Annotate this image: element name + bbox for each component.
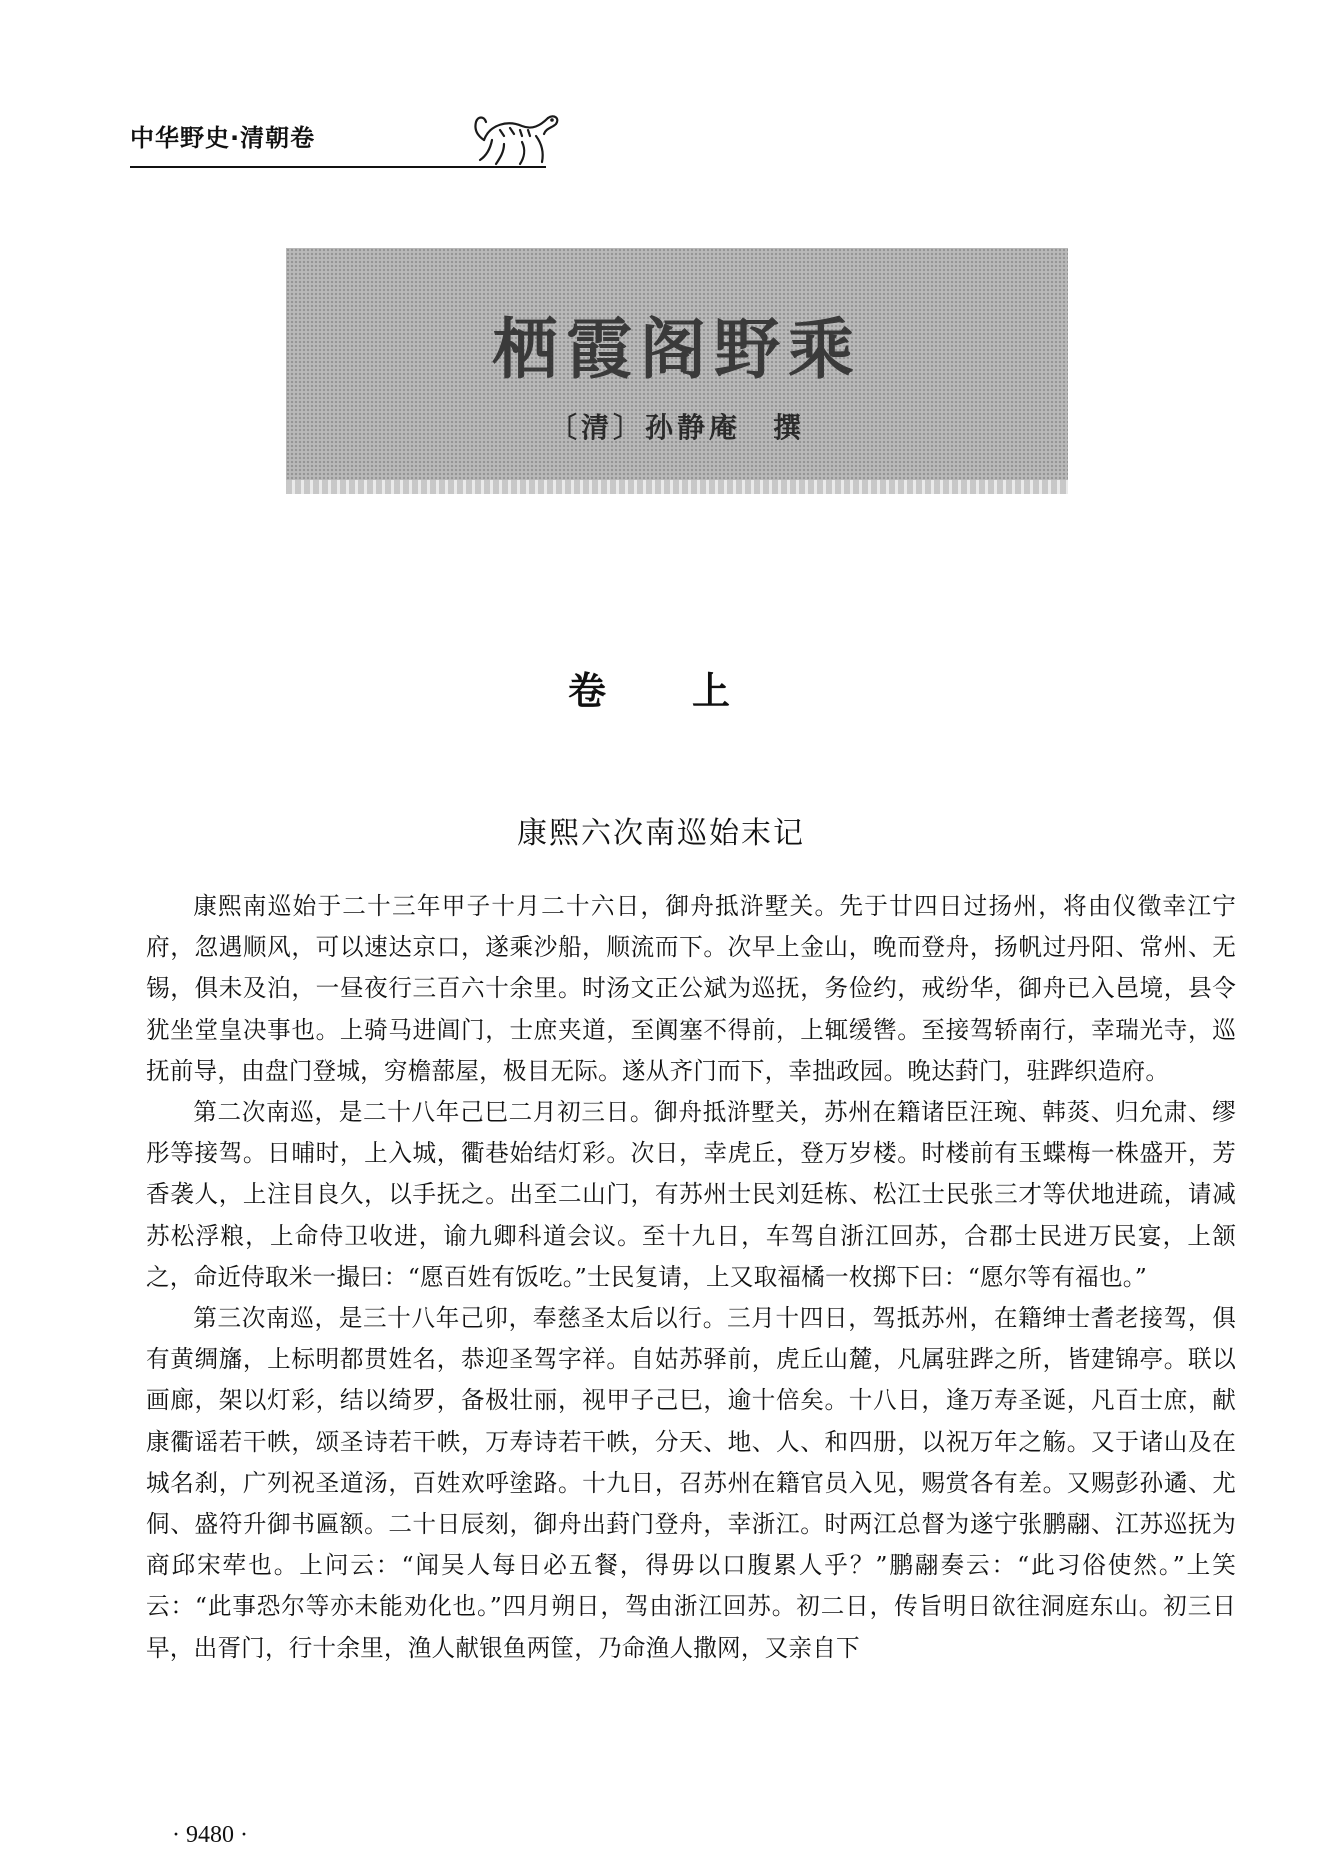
body-text (146, 886, 1236, 1669)
paragraph: 第三次南巡，是三十八年己卯，奉慈圣太后以行。三月十四日，驾抵苏州，在籍绅士耆老接驾，俱有黄绸旛，上标明都贯姓名，恭迎圣驾字祥。自姑苏驿前，虎丘山麓，凡属驻跸之所，皆建锦亭。联以画廊，架以灯彩，结以绮罗，备极壮丽，视甲子己巳，逾十倍矣。十八日，逢万寿圣诞，凡百士庶，献康衢谣若干帙，颂圣诗若干帙，万寿诗若干帙，分天、地、人、和四册，以祝万年之觞。又于诸山及在城名刹，广列祝圣道汤，百姓欢呼塗路。十九日，召苏州在籍官员入见，赐赏各有差。又赐彭孙遹、尤侗、盛符升御书匾额。二十日辰刻，御舟出葑门登舟，幸浙江。时两江总督为遂宁张鹏翮、江苏巡抚为商邱宋荦也。上问云：“闻吴人每日必五餐，得毋以口腹累人乎？”鹏翮奏云：“此习俗使然。”上笑云：“此事恐尔等亦未能劝化也。”四月朔日，驾由浙江回苏。初二日，传旨明日欲往洞庭东山。初三日早，出胥门，行十余里，渔人献银鱼两筐，乃命渔人撒网，又亲自下 (146, 1304, 1236, 1662)
header-rule (130, 166, 546, 168)
title-banner (286, 248, 1068, 480)
book-author: 〔清〕孙静庵 撰 (548, 411, 805, 444)
paragraph: 第二次南巡，是二十八年己巳二月初三日。御舟抵浒墅关，苏州在籍诸臣汪琬、韩菼、归允肃、缪彤等接驾。日晡时，上入城，衢巷始结灯彩。次日，幸虎丘，登万岁楼。时楼前有玉蝶梅一株盛开，芳香袭人，上注目良久，以手抚之。出至二山门，有苏州士民刘廷栋、松江士民张三才等伏地进疏，请减苏松浮粮，上命侍卫收进，谕九卿科道会议。至十九日，车驾自浙江回苏，合郡士民进万民宴，上颔之，命近侍取米一撮曰：“愿百姓有饭吃。”士民复请，上又取福橘一枚掷下曰：“愿尔等有福也。” (146, 1098, 1236, 1291)
running-header: 中华野史·清朝卷 (130, 124, 316, 152)
section-title: 康熙六次南巡始末记 (517, 816, 805, 851)
book-title: 栖霞阁野乘 (492, 310, 862, 388)
paragraph: 康熙南巡始于二十三年甲子十月二十六日，御舟抵浒墅关。先于廿四日过扬州，将由仪徵幸江宁府，忽遇顺风，可以速达京口，遂乘沙船，顺流而下。次早上金山，晚而登舟，扬帆过丹阳、常州、无锡，俱未及泊，一昼夜行三百六十余里。时汤文正公斌为巡抚，务俭约，戒纷华，御舟已入邑境，县令犹坐堂皇决事也。上骑马进阊门，士庶夹道，至阗塞不得前，上辄缓辔。至接驾轿南行，幸瑞光寺，巡抚前导，由盘门登城，穷檐蔀屋，极目无际。遂从齐门而下，幸拙政园。晚达葑门，驻跸织造府。 (146, 892, 1236, 1085)
volume-heading: 卷 上 (567, 668, 754, 713)
tiger-emblem-icon (470, 100, 566, 170)
page-number: · 9480 · (172, 1822, 248, 1848)
